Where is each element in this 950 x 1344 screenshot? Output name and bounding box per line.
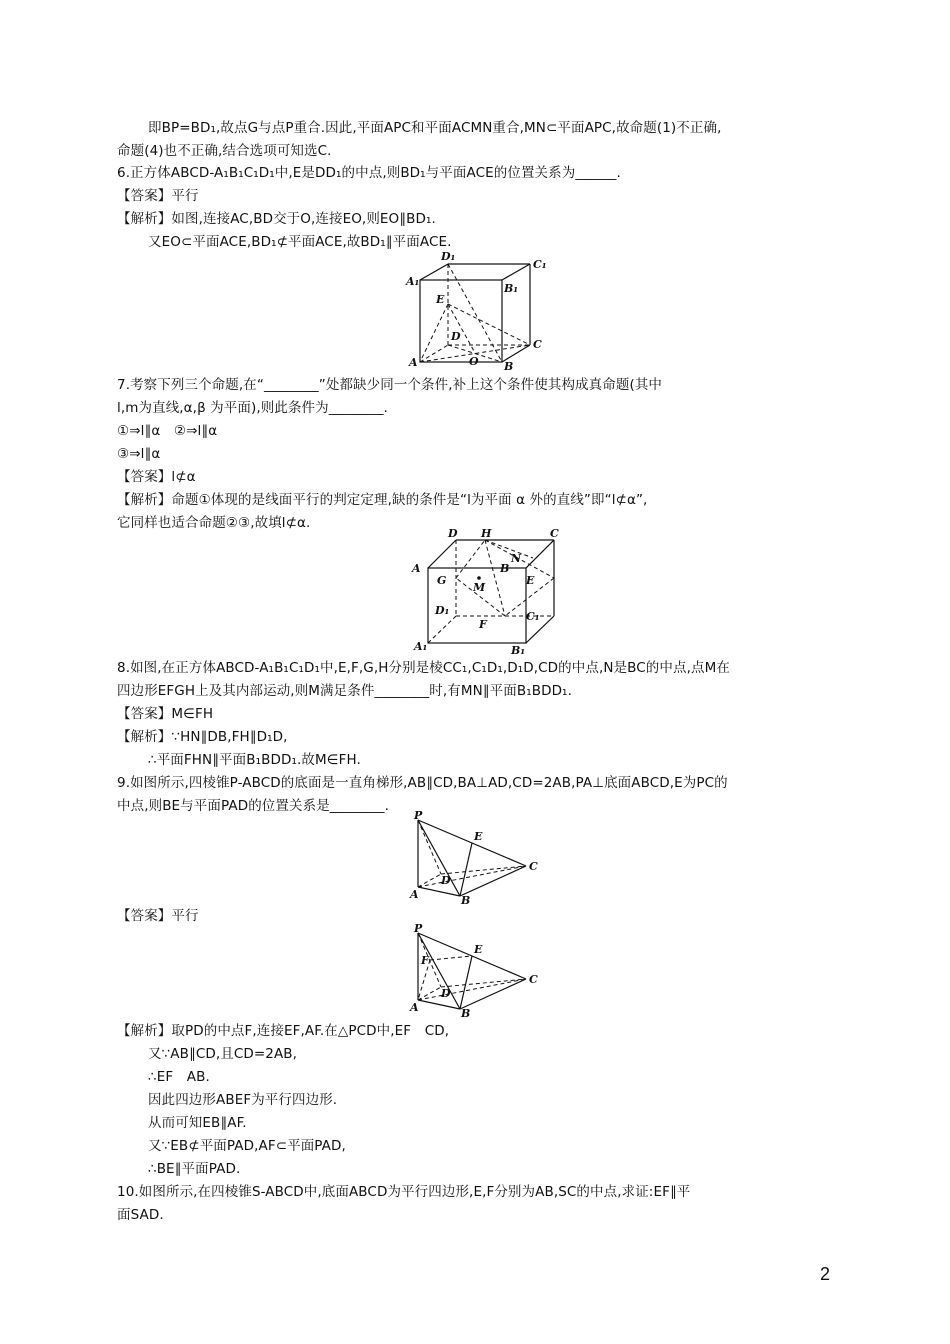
text-line: 因此四边形ABEF为平行四边形. [148,1092,338,1108]
label-C: C [529,860,538,873]
label-A: A [409,356,418,369]
text-line: 中点,则BE与平面PAD的位置关系是________. [117,798,389,814]
label-C: C [533,338,542,351]
question-6: 6.正方体ABCD-A₁B₁C₁D₁中,E是DD₁的中点,则BD₁与平面ACE的位置关系为______. [117,165,621,181]
label-A1: A₁ [406,275,420,288]
answer-6: 【答案】平行 [117,188,199,204]
page-number: 2 [820,1264,831,1284]
label-G: G [437,574,447,587]
label-D1: D₁ [435,604,450,617]
text-line: l,m为直线,α,β 为平面),则此条件为________. [117,400,388,416]
label-C1: C₁ [533,258,547,271]
label-B1: B₁ [511,644,526,657]
text-line: 又EO⊂平面ACE,BD₁⊄平面ACE,故BD₁∥平面ACE. [148,234,452,250]
label-A1: A₁ [414,640,428,653]
label-E: E [436,293,445,306]
label-C: C [550,527,559,540]
analysis-9: 【解析】取PD的中点F,连接EF,AF.在△PCD中,EF CD, [117,1023,450,1039]
label-B: B [461,894,471,907]
pyramid-figure-q9-analysis [408,922,548,1020]
label-F: F [479,618,487,631]
label-D: D [441,874,451,887]
label-D1: D₁ [441,250,456,263]
question-8: 8.如图,在正方体ABCD-A₁B₁C₁D₁中,E,F,G,H分别是棱CC₁,C₁D₁,D₁D,CD的中点,N是BC的中点,点M在 [117,660,730,676]
label-C: C [529,973,538,986]
cube-figure-q6 [405,252,550,372]
text-line: 又∵EB⊄平面PAD,AF⊂平面PAD, [148,1138,346,1154]
label-E: E [474,943,483,956]
label-F: F [421,954,429,967]
text-line: ∴平面FHN∥平面B₁BDD₁.故M∈FH. [148,752,361,768]
label-C1: C₁ [526,610,540,623]
label-E: E [526,574,535,587]
label-H: H [481,527,492,540]
label-B1: B₁ [504,282,519,295]
analysis-7: 【解析】命题①体现的是线面平行的判定定理,缺的条件是“l为平面 α 外的直线”即“l⊄α”, [117,492,648,508]
label-A: A [412,562,421,575]
label-A: A [410,888,419,901]
point-M [477,576,481,580]
analysis-8: 【解析】∵HN∥DB,FH∥D₁D, [117,729,288,745]
question-10: 10.如图所示,在四棱锥S-ABCD中,底面ABCD为平行四边形,E,F分别为AB,SC的中点,求证:EF∥平 [117,1184,691,1200]
text-line: 命题(4)也不正确,结合选项可知选C. [117,143,332,159]
answer-7: 【答案】l⊄α [117,469,196,485]
question-9: 9.如图所示,四棱锥P-ABCD的底面是一直角梯形,AB∥CD,BA⊥AD,CD=2AB,PA⊥底面ABCD,E为PC的 [117,775,728,791]
text-line: ∴BE∥平面PAD. [148,1161,241,1177]
text-line: 从而可知EB∥AF. [148,1115,247,1131]
label-P: P [414,809,423,822]
text-line: ∴EF AB. [148,1069,210,1085]
question-7: 7.考察下列三个命题,在“________”处都缺少同一个条件,补上这个条件使其构成真命题(其中 [117,377,663,393]
label-D: D [451,330,461,343]
label-N: N [511,552,522,565]
label-P: P [414,922,423,935]
pyramid-figure-q9 [408,809,548,907]
cube-figure-q8 [408,527,559,658]
text-line: 四边形EFGH上及其内部运动,则M满足条件________时,有MN∥平面B₁BDD₁. [117,683,572,699]
text-line: ①⇒l∥α ②⇒l∥α [117,423,218,439]
label-B: B [500,562,510,575]
answer-8: 【答案】M∈FH [117,706,214,722]
label-M: M [473,581,486,594]
answer-9: 【答案】平行 [117,908,199,924]
label-A: A [410,1001,419,1014]
text-line: 面SAD. [117,1207,164,1223]
label-D: D [448,527,458,540]
label-O: O [469,355,479,368]
text-line: 它同样也适合命题②③,故填l⊄α. [117,515,311,531]
label-E: E [474,830,483,843]
text-line: 又∵AB∥CD,且CD=2AB, [148,1046,298,1062]
text-line: ③⇒l∥α [117,446,161,462]
label-B: B [504,360,514,373]
analysis-6: 【解析】如图,连接AC,BD交于O,连接EO,则EO∥BD₁. [117,211,436,227]
label-B: B [461,1007,471,1020]
label-D: D [441,987,451,1000]
text-line: 即BP=BD₁,故点G与点P重合.因此,平面APC和平面ACMN重合,MN⊂平面APC,故命题(1)不正确, [148,120,722,136]
